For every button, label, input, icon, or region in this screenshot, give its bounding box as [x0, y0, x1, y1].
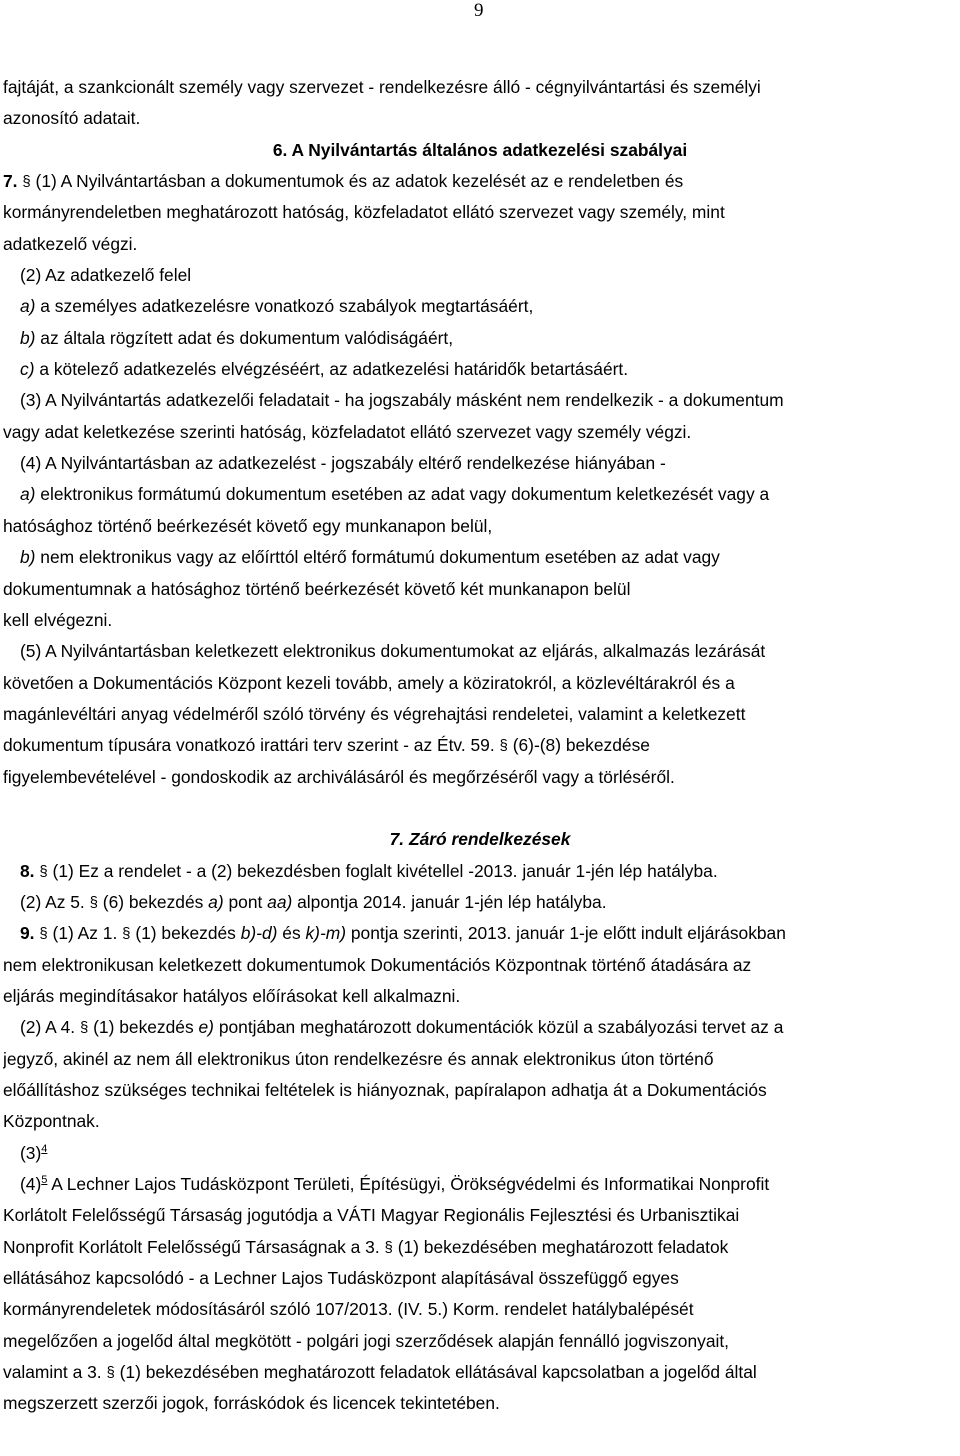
text-line [3, 197, 957, 228]
section-number: 9. [20, 923, 35, 944]
section-8-line-1 [3, 856, 957, 887]
paragraph-link-icon[interactable]: § [89, 893, 98, 911]
text-line [3, 103, 957, 134]
text-run: (4) [20, 1174, 42, 1195]
text-line [3, 511, 957, 542]
text-run: (1) bekezdés [135, 923, 241, 944]
list-marker: b) [20, 547, 36, 568]
text-line [3, 574, 957, 605]
text-line [3, 417, 957, 448]
footnote-link[interactable]: 5 [41, 1174, 48, 1187]
text-line [3, 229, 957, 260]
paragraph-link-icon[interactable]: § [39, 925, 48, 943]
paragraph-link-icon[interactable]: § [22, 173, 31, 191]
text-line [3, 1106, 957, 1137]
paragraph-link-icon[interactable]: § [39, 862, 48, 880]
text-run: (1) A Nyilvántartásban a dokumentumok és az adatok kezelését az e rendeletben és [35, 171, 684, 192]
text-run: dokumentum típusára vonatkozó irattári terv szerint - az Étv. 59. [3, 735, 495, 756]
text-run: (6)-(8) bekezdése [512, 735, 650, 756]
text-line [3, 762, 957, 793]
text-run: fajtáját, a szankcionált személy vagy szervezet - rendelkezésre álló - cégnyilvántartási és személyi [3, 77, 761, 97]
text-line [3, 1263, 957, 1294]
paragraph-link-icon[interactable]: § [106, 1364, 115, 1382]
text-run: Korlátolt Felelősségű Társaság jogutódja a VÁTI Magyar Regionális Fejlesztési és Urbanisztikai [3, 1205, 740, 1226]
text-run: pontjában meghatározott dokumentációk közül a szabályozási tervet az a [213, 1017, 784, 1038]
text-line [3, 699, 957, 730]
text-run: (4) A Nyilvántartásban az adatkezelést - jogszabály eltérő rendelkezése hiányában - [20, 453, 666, 474]
text-line [3, 1075, 957, 1106]
text-run: megelőzően a jogelőd által megkötött - polgári jogi szerződések alapján fennálló jogviszonyait, [3, 1330, 730, 1351]
text-run: alpontja 2014. január 1-jén lép hatályba. [292, 891, 607, 912]
section-heading-7 [3, 824, 957, 855]
text-run: magánlevéltári anyag védelméről szóló törvény és végrehajtási rendeletei, valamint a keletkezett [3, 703, 746, 724]
text-run: adatkezelő végzi. [3, 233, 138, 254]
text-run: valamint a 3. [3, 1362, 102, 1383]
text-run: a személyes adatkezelésre vonatkozó szabályok megtartásáért, [35, 296, 534, 317]
text-run: kormányrendeletek módosításáról szóló 107/2013. (IV. 5.) Korm. rendelet hatálybalépését [3, 1299, 694, 1320]
text-run: k)-m) [305, 923, 347, 944]
text-run: (1) Az 1. [52, 923, 118, 944]
text-line [3, 1232, 957, 1263]
section-7-line-1 [3, 166, 957, 197]
text-run: (6) bekezdés [102, 891, 209, 912]
paragraph-link-icon[interactable]: § [79, 1019, 89, 1037]
text-run: (3) A Nyilvántartás adatkezelői feladatait - ha jogszabály másként nem rendelkezik - a dokumentum [20, 390, 784, 411]
list-marker: a) [20, 296, 36, 317]
text-run: (3) [20, 1142, 42, 1163]
text-run: (5) A Nyilvántartásban keletkezett elektronikus dokumentumokat az eljárás, alkalmazás lezárását [20, 641, 766, 662]
text-run: nem elektronikusan keletkezett dokumentumok Dokumentációs Központnak történő átadására az [3, 954, 752, 975]
text-line [3, 1294, 957, 1325]
footnote-link[interactable]: 4 [41, 1142, 48, 1155]
text-run: hatósághoz történő beérkezését követő egy munkanapon belül, [3, 515, 493, 536]
text-line [3, 1200, 957, 1231]
section-number: 8. [20, 860, 35, 881]
text-run: elektronikus formátumú dokumentum esetében az adat vagy dokumentum keletkezését vagy a [35, 484, 770, 505]
list-marker: a) [20, 484, 36, 505]
text-run: A Lechner Lajos Tudásközpont Területi, Építésügyi, Örökségvédelmi és Informatikai Nonprofit [47, 1174, 770, 1195]
text-line [3, 1388, 957, 1419]
text-run: pontja szerinti, 2013. január 1-je előtt indult eljárásokban [346, 923, 786, 944]
heading-text: 7. Záró rendelkezések [389, 829, 571, 850]
text-run: követően a Dokumentációs Központ kezeli tovább, amely a köziratokról, a közlevéltárakról és a [3, 672, 735, 693]
text-run: jegyző, akinél az nem áll elektronikus úton rendelkezésre és annak elektronikus úton történő [3, 1048, 714, 1069]
text-line [3, 323, 957, 354]
text-line [3, 72, 957, 103]
paragraph-link-icon[interactable]: § [122, 925, 131, 943]
text-run: és [277, 923, 306, 944]
text-run: előállításhoz szükséges technikai feltételek is hiányoznak, papíralapon adhatja át a Dokumentációs [3, 1080, 767, 1100]
text-line [3, 354, 957, 385]
spacer [3, 793, 957, 824]
paragraph-link-icon[interactable]: § [499, 737, 508, 755]
text-line [3, 668, 957, 699]
text-run: pont [223, 891, 268, 912]
text-run: azonosító adatait. [3, 108, 141, 129]
text-run: megszerzett szerzői jogok, forráskódok és licencek tekintetében. [3, 1393, 500, 1414]
text-run: e) [198, 1017, 214, 1038]
text-line [3, 448, 957, 479]
text-run: nem elektronikus vagy az előírttól eltérő formátumú dokumentum esetében az adat vagy [35, 547, 720, 568]
text-run: (1) bekezdésében meghatározott feladatok [397, 1236, 729, 1257]
text-run: eljárás megindításakor hatályos előírásokat kell alkalmazni. [3, 985, 461, 1006]
heading-text: 6. A Nyilvántartás általános adatkezelési szabályai [272, 139, 688, 160]
text-run: Nonprofit Korlátolt Felelősségű Társaságnak a 3. [3, 1236, 380, 1257]
text-line [3, 1169, 957, 1200]
text-run: aa) [267, 891, 293, 912]
text-run: kormányrendeletben meghatározott hatóság, közfeladatot ellátó szervezet vagy személy, mint [3, 202, 725, 223]
text-line [3, 1012, 957, 1043]
paragraph-link-icon[interactable]: § [384, 1238, 393, 1256]
text-run: (2) Az 5. [20, 891, 85, 912]
text-line [3, 542, 957, 573]
text-run: a kötelező adatkezelés elvégzéséért, az adatkezelési határidők betartásáért. [34, 359, 629, 380]
text-run: az általa rögzített adat és dokumentum valódiságáért, [35, 327, 454, 348]
text-run: Központnak. [3, 1111, 100, 1132]
text-run: (1) bekezdésében meghatározott feladatok ellátásával kapcsolatban a jogelőd által [119, 1362, 757, 1383]
document-body [3, 72, 957, 1420]
text-line [3, 887, 957, 918]
list-marker: c) [20, 359, 35, 380]
text-run: figyelembevételével - gondoskodik az archiválásáról és megőrzéséről vagy a törléséről. [3, 766, 675, 787]
text-line [3, 291, 957, 322]
section-9-line-1 [3, 918, 957, 949]
text-run: kell elvégezni. [3, 609, 113, 630]
text-run: ellátásához kapcsolódó - a Lechner Lajos Tudásközpont alapításával összefüggő egyes [3, 1268, 679, 1289]
text-line [3, 950, 957, 981]
text-line [3, 260, 957, 291]
section-number: 7. [3, 171, 18, 192]
text-run: dokumentumnak a hatósághoz történő beérkezését követő két munkanapon belül [3, 578, 631, 599]
text-line [3, 981, 957, 1012]
text-run: (2) A 4. [20, 1017, 76, 1038]
text-line [3, 1044, 957, 1075]
text-run: (2) Az adatkezelő felel [20, 265, 192, 286]
text-line [3, 479, 957, 510]
list-marker: b) [20, 327, 36, 348]
text-line [3, 385, 957, 416]
text-run: a) [208, 891, 224, 912]
text-line [3, 1138, 957, 1169]
text-line [3, 605, 957, 636]
text-line [3, 1357, 957, 1388]
text-line [3, 730, 957, 761]
text-run: (1) bekezdés [93, 1017, 199, 1038]
page-number: 9 [474, 0, 484, 21]
text-run: b)-d) [240, 923, 278, 944]
text-run: vagy adat keletkezése szerinti hatóság, közfeladatot ellátó szervezet vagy személy végzi. [3, 421, 692, 442]
text-run: (1) Ez a rendelet - a (2) bekezdésben foglalt kivétellel -2013. január 1-jén lép hatályba. [52, 860, 718, 881]
section-heading-6 [3, 135, 957, 166]
text-line [3, 1326, 957, 1357]
text-line [3, 636, 957, 667]
